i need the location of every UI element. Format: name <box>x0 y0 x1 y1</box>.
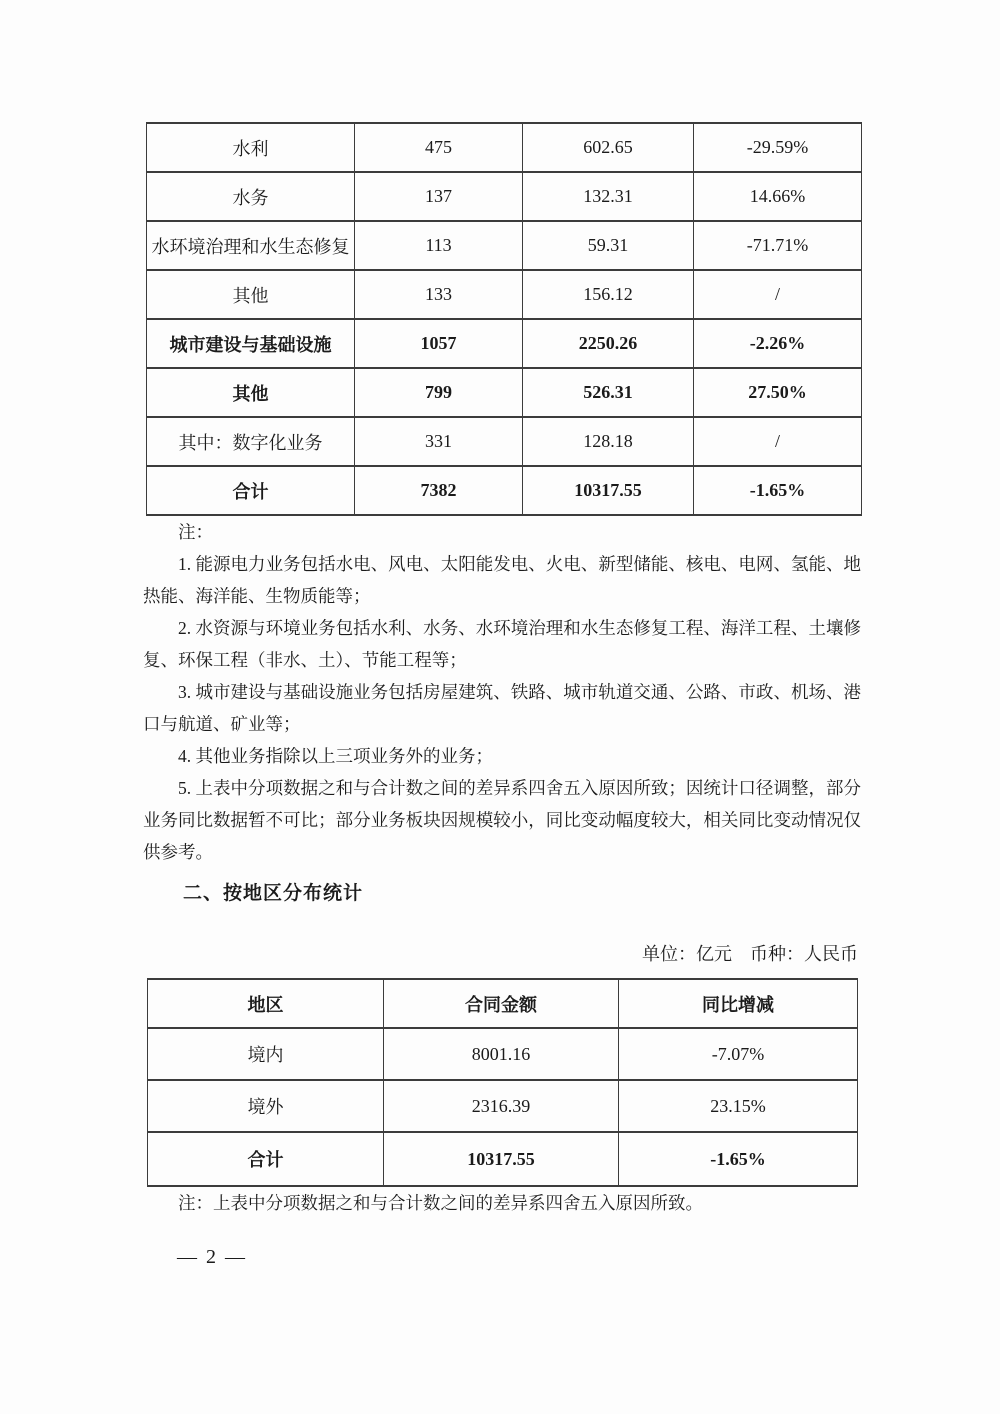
segment-count: 137 <box>355 172 523 221</box>
segment-label: 城市建设与基础设施 <box>147 319 355 368</box>
yoy-header: 同比增减 <box>619 979 858 1028</box>
segment-label: 水环境治理和水生态修复 <box>147 221 355 270</box>
segment-yoy: 14.66% <box>694 172 862 221</box>
region-amount: 10317.55 <box>384 1132 619 1186</box>
table-row <box>147 319 862 368</box>
table-row <box>147 221 862 270</box>
note-item: 5. 上表中分项数据之和与合计数之间的差异系四舍五入原因所致；因统计口径调整，部分业务同比数据暂不可比；部分业务板块因规模较小，同比变动幅度较大，相关同比变动情况仅供参考。 <box>143 778 861 862</box>
segment-count: 133 <box>355 270 523 319</box>
segment-count: 799 <box>355 368 523 417</box>
amount-header: 合同金额 <box>384 979 619 1028</box>
table-total-row <box>147 466 862 515</box>
segment-amount: 156.12 <box>523 270 694 319</box>
segment-amount: 132.31 <box>523 172 694 221</box>
table-row <box>147 417 862 466</box>
table-header-row <box>148 979 858 1028</box>
segment-yoy: -1.65% <box>694 466 862 515</box>
segment-count: 475 <box>355 123 523 172</box>
segment-label: 水务 <box>147 172 355 221</box>
segment-yoy: -29.59% <box>694 123 862 172</box>
table-row <box>147 368 862 417</box>
region-amount: 8001.16 <box>384 1028 619 1080</box>
segment-yoy: / <box>694 417 862 466</box>
table-row <box>147 172 862 221</box>
section-heading: 二、按地区分布统计 <box>183 883 364 904</box>
table-total-row <box>148 1132 858 1186</box>
segment-yoy: -71.71% <box>694 221 862 270</box>
page-number: — 2 — <box>177 1246 247 1268</box>
region-label: 境外 <box>148 1080 384 1132</box>
segment-amount: 2250.26 <box>523 319 694 368</box>
segment-amount: 10317.55 <box>523 466 694 515</box>
segment-yoy: / <box>694 270 862 319</box>
region-table-note: 注：上表中分项数据之和与合计数之间的差异系四舍五入原因所致。 <box>178 1193 703 1213</box>
segment-yoy: -2.26% <box>694 319 862 368</box>
segment-label: 其他 <box>147 368 355 417</box>
notes-label: 注： <box>178 522 213 542</box>
segment-count: 1057 <box>355 319 523 368</box>
segment-count: 7382 <box>355 466 523 515</box>
table-row <box>147 123 862 172</box>
segment-amount: 526.31 <box>523 368 694 417</box>
segment-amount: 59.31 <box>523 221 694 270</box>
notes-block <box>143 516 861 868</box>
segment-yoy: 27.50% <box>694 368 862 417</box>
segment-amount: 128.18 <box>523 417 694 466</box>
region-yoy: -7.07% <box>619 1028 858 1080</box>
region-label: 境内 <box>148 1028 384 1080</box>
region-table <box>147 978 858 1187</box>
segment-count: 331 <box>355 417 523 466</box>
note-item: 2. 水资源与环境业务包括水利、水务、水环境治理和水生态修复工程、海洋工程、土壤修复、环保工程（非水、土）、节能工程等； <box>143 618 861 670</box>
note-item: 1. 能源电力业务包括水电、风电、太阳能发电、火电、新型储能、核电、电网、氢能、地热能、海洋能、生物质能等； <box>143 554 861 606</box>
segment-amount: 602.65 <box>523 123 694 172</box>
table-row <box>148 1028 858 1080</box>
segment-label: 合计 <box>147 466 355 515</box>
segment-label: 其他 <box>147 270 355 319</box>
unit-currency-label: 单位：亿元 币种：人民币 <box>642 944 858 964</box>
region-header: 地区 <box>148 979 384 1028</box>
segment-label: 其中：数字化业务 <box>147 417 355 466</box>
region-yoy: -1.65% <box>619 1132 858 1186</box>
region-amount: 2316.39 <box>384 1080 619 1132</box>
note-item: 4. 其他业务指除以上三项业务外的业务； <box>178 746 493 766</box>
region-label: 合计 <box>148 1132 384 1186</box>
note-item: 3. 城市建设与基础设施业务包括房屋建筑、铁路、城市轨道交通、公路、市政、机场、港口与航道、矿业等； <box>143 682 861 734</box>
table-row <box>147 270 862 319</box>
table-row <box>148 1080 858 1132</box>
business-segment-table <box>146 122 862 516</box>
segment-label: 水利 <box>147 123 355 172</box>
region-yoy: 23.15% <box>619 1080 858 1132</box>
segment-count: 113 <box>355 221 523 270</box>
